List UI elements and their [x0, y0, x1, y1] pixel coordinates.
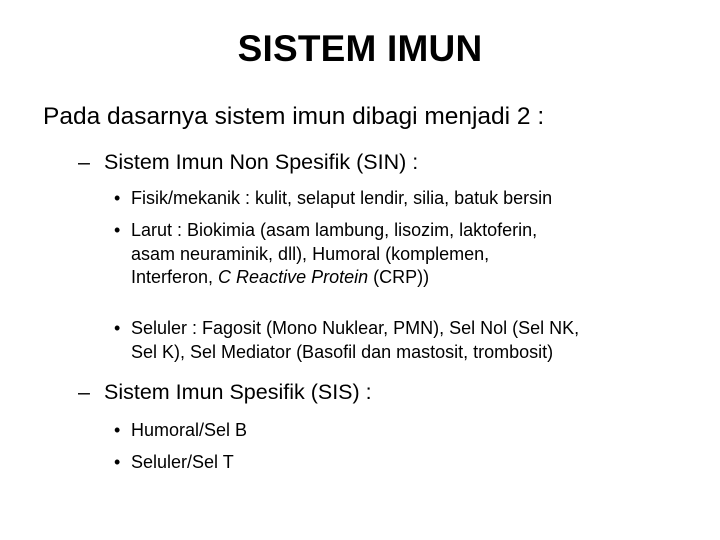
list-item — [114, 317, 674, 364]
dash-marker: – — [78, 150, 90, 174]
list-item-text: Humoral/Sel B — [131, 420, 248, 440]
text-fragment: (CRP)) — [368, 267, 430, 287]
list-item — [114, 451, 674, 475]
list-item-text: asam neuraminik, dll), Humoral (komplemen, — [131, 243, 490, 264]
list-item — [114, 187, 674, 211]
slide-title: SISTEM IMUN — [237, 28, 483, 69]
list-item — [114, 419, 674, 443]
list-item-text: Sel K), Sel Mediator (Basofil dan mastosit, trombosit) — [131, 341, 554, 362]
section-heading-sin — [78, 150, 418, 175]
bullet-icon: • — [114, 220, 121, 240]
list-item-text: Larut : Biokimia (asam lambung, lisozim, laktoferin, — [131, 220, 538, 240]
bullet-icon: • — [114, 188, 121, 208]
bullet-icon: • — [114, 318, 121, 338]
list-item-text: Seluler/Sel T — [131, 452, 234, 472]
list-item-text — [131, 266, 674, 290]
list-item-text: Seluler : Fagosit (Mono Nuklear, PMN), Sel Nol (Sel NK, — [131, 318, 580, 338]
list-item-text: Fisik/mekanik : kulit, selaput lendir, silia, batuk bersin — [131, 188, 553, 208]
intro-text: Pada dasarnya sistem imun dibagi menjadi 2 : — [43, 103, 545, 130]
bullet-icon: • — [114, 420, 121, 440]
italic-term: C Reactive Protein — [218, 267, 369, 287]
section-heading-sis — [78, 380, 372, 405]
dash-marker: – — [78, 380, 90, 404]
text-fragment: Interferon, — [131, 267, 219, 287]
section-heading-text: Sistem Imun Non Spesifik (SIN) : — [104, 150, 419, 174]
bullet-icon: • — [114, 452, 121, 472]
section-heading-text: Sistem Imun Spesifik (SIS) : — [104, 380, 372, 404]
list-item — [114, 219, 674, 290]
